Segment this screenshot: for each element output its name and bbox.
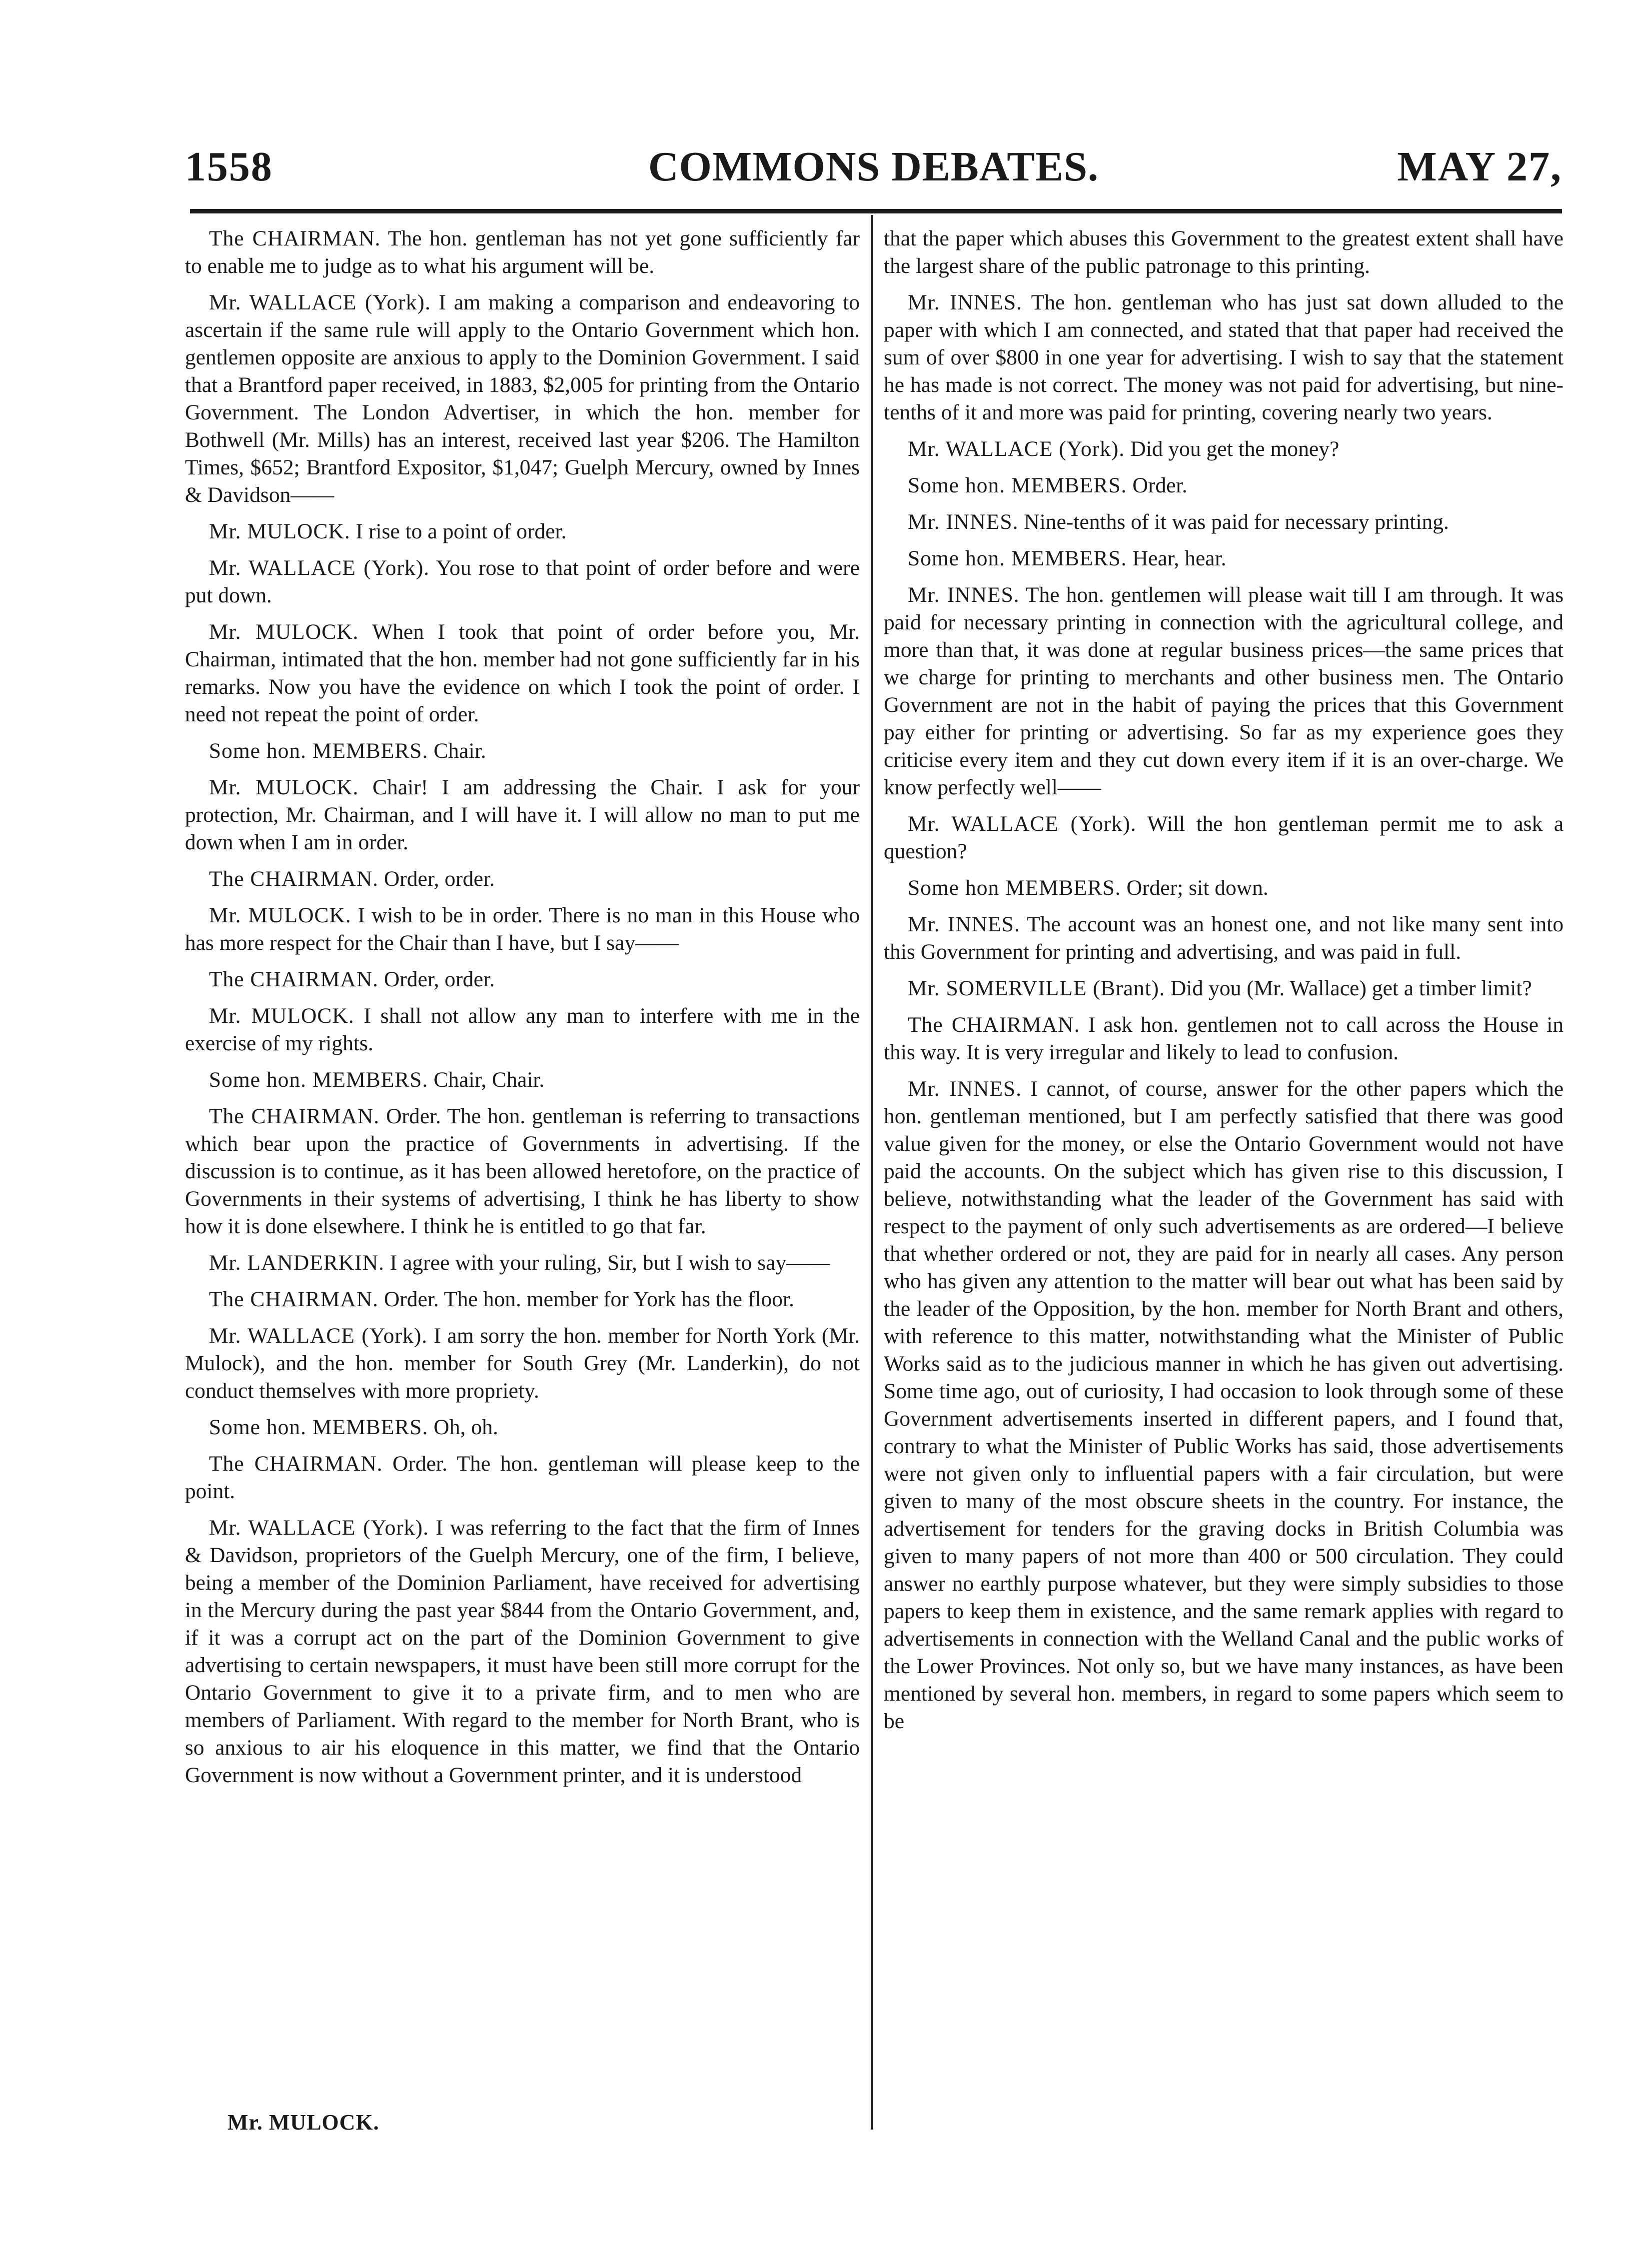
speaker-name: Mr. INNES. (908, 1077, 1022, 1101)
page-date: MAY 27, (1397, 143, 1562, 190)
speaker-name: Mr. SOMERVILLE (Brant). (908, 976, 1165, 1000)
left-column (185, 225, 860, 1798)
speech-text: Did you get the money? (1130, 437, 1340, 461)
speech-text: The hon. gentlemen will please wait till I am through. It was paid for necessary printing in connection with the agricultural college, and more than that, it was done at regular business prices—the same prices that we charge for printing to merchants and other business men. The Ontario Government are not in the habit of paying the prices that this Government pay either for printing or advertising. So far as my experience goes they criticise every item and they cut down every item if it is an over-charge. We know perfectly well—— (884, 583, 1564, 799)
speech-text: Order. (1132, 473, 1188, 497)
speaker-name: Mr. MULOCK. (209, 519, 350, 543)
speaker-name: The CHAIRMAN. (209, 1104, 380, 1128)
speaker-name: The CHAIRMAN. (209, 226, 381, 250)
speech-text: Hear, hear. (1132, 546, 1227, 570)
speech-paragraph (884, 435, 1564, 463)
speech-text: The hon. gentleman who has just sat down alluded to the paper with which I am connected, and stated that that paper had received the sum of over $800 in one year for advertising. I wish to say that the statement he has made is not correct. The money was not paid for advertising, but nine-tenths of it and more was paid for printing, covering nearly two years. (884, 290, 1564, 424)
speaker-name: Mr. MULOCK. (209, 775, 359, 799)
speech-paragraph (185, 1002, 860, 1057)
speech-text: I shall not allow any man to interfere with me in the exercise of my rights. (185, 1004, 860, 1055)
speech-text: I cannot, of course, answer for the other papers which the hon. gentleman mentioned, but I am perfectly satisfied that there was good value given for the money, or else the Ontario Government would not have paid the accounts. On the subject which has given rise to this discussion, I believe, notwithstanding what the leader of the Government has said with respect to the payment of only such advertisements as are ordered—I believe that whether ordered or not, they are paid for in nearly all cases. Any person who has given any attention to the matter will bear out what has been said by the leader of the Opposition, by the hon. member for North Brant and others, with reference to this matter, notwithstanding what the Minister of Public Works said as to the judicious manner in which he has given out advertising. Some time ago, out of curiosity, I had occasion to look through some of these Government advertisements inserted in different papers, and I found that, contrary to what the Minister of Public Works has said, those advertisements were not given only to influential papers with a fair circulation, but were given to many of the most obscure sheets in the country. For instance, the advertisement for tenders for the graving docks in British Columbia was given to many papers of not more than 400 or 500 circulation. They could answer no earthly purpose whatever, but they were simply subsidies to those papers to keep them in existence, and the same remark applies with regard to advertisements in connection with the Welland Canal and the public works of the Lower Provinces. Not only so, but we have many instances, as have been mentioned by several hon. members, in regard to some papers which seem to be (884, 1077, 1564, 1733)
speech-paragraph (185, 1514, 860, 1789)
speech-text: Will the hon gentleman permit me to ask a question? (884, 812, 1564, 863)
speech-paragraph (185, 774, 860, 856)
speech-text: Did you (Mr. Wallace) get a timber limit? (1170, 976, 1532, 1000)
speech-paragraph (185, 966, 860, 993)
speech-text: Oh, oh. (433, 1415, 498, 1439)
speech-paragraph (884, 225, 1564, 280)
speech-paragraph (185, 554, 860, 609)
speech-paragraph (884, 545, 1564, 572)
speech-paragraph (185, 1066, 860, 1094)
speaker-name: Mr. MULOCK. (209, 903, 351, 927)
speech-paragraph (884, 810, 1564, 865)
speaker-name: The CHAIRMAN. (209, 967, 379, 991)
speaker-name: Mr. WALLACE (York). (908, 812, 1137, 836)
speech-text: I wish to be in order. There is no man in this House who has more respect for the Chair than I have, but I say—— (185, 903, 860, 955)
speech-text: The account was an honest one, and not like many sent into this Government for printing and advertising, and was paid in full. (884, 912, 1564, 964)
speech-text: Chair, Chair. (433, 1068, 545, 1092)
speech-paragraph (185, 618, 860, 728)
speaker-name: The CHAIRMAN. (209, 1452, 383, 1476)
speaker-name: The CHAIRMAN. (908, 1013, 1080, 1037)
speech-paragraph (884, 289, 1564, 426)
speaker-name: The CHAIRMAN. (209, 867, 379, 891)
speech-paragraph (185, 225, 860, 280)
speaker-name: Mr. INNES. (908, 583, 1020, 607)
speech-paragraph (185, 289, 860, 509)
page-title: COMMONS DEBATES. (648, 143, 1099, 190)
speech-text: I rise to a point of order. (355, 519, 567, 543)
speech-text: I agree with your ruling, Sir, but I wish to say—— (389, 1251, 830, 1275)
page-number: 1558 (185, 143, 273, 190)
speech-paragraph (185, 902, 860, 957)
speech-text: I am making a comparison and endeavoring to ascertain if the same rule will apply to the Ontario Government which hon. gentlemen opposite are anxious to apply to the Dominion Government. I said that a Brantford paper received, in 1883, $2,005 for printing from the Ontario Government. The London Advertiser, in which the hon. member for Bothwell (Mr. Mills) has an interest, received last year $206. The Hamilton Times, $652; Brantford Expositor, $1,047; Guelph Mercury, owned by Innes & Davidson—— (185, 290, 860, 507)
speech-text: Order. The hon. gentleman is referring to transactions which bear upon the practice of Governments in advertising. If the discussion is to continue, as it has been allowed heretofore, on the practice of Governments in their systems of advertising, I think he has liberty to show how it is done elsewhere. I think he is entitled to go that far. (185, 1104, 860, 1238)
speaker-name: Mr. WALLACE (York). (209, 556, 430, 580)
speaker-name: Some hon MEMBERS. (908, 876, 1121, 900)
speech-text: Order. The hon. gentleman will please keep to the point. (185, 1452, 860, 1503)
speech-text: Order. The hon. member for York has the floor. (384, 1287, 794, 1311)
speech-paragraph (185, 1249, 860, 1277)
speech-paragraph (185, 737, 860, 765)
speech-text: Order, order. (384, 967, 495, 991)
speech-paragraph (884, 472, 1564, 499)
speech-paragraph (884, 911, 1564, 966)
speech-paragraph (884, 1011, 1564, 1066)
catchword: Mr. MULOCK. (227, 2110, 379, 2135)
speech-text: Nine-tenths of it was paid for necessary printing. (1024, 510, 1449, 534)
speech-text: Chair! I am addressing the Chair. I ask for your protection, Mr. Chairman, and I will have it. I will allow no man to put me down when I am in order. (185, 775, 860, 854)
speech-text: I am sorry the hon. member for North York (Mr. Mulock), and the hon. member for South Grey (Mr. Landerkin), do not conduct themselves with more propriety. (185, 1324, 860, 1403)
speaker-name: Mr. INNES. (908, 290, 1023, 314)
speaker-name: Mr. WALLACE (York). (209, 290, 431, 314)
speech-paragraph (884, 874, 1564, 902)
speaker-name: The CHAIRMAN. (209, 1287, 379, 1311)
header-rule (190, 209, 1562, 213)
speaker-name: Mr. MULOCK. (209, 620, 359, 644)
speaker-name: Some hon. MEMBERS. (209, 739, 428, 763)
speaker-name: Mr. MULOCK. (209, 1004, 354, 1028)
column-divider (871, 215, 873, 2130)
speech-text: You rose to that point of order before and were put down. (185, 556, 860, 607)
speech-paragraph (884, 1075, 1564, 1735)
speaker-name: Mr. WALLACE (York). (908, 437, 1125, 461)
page-header (185, 142, 1562, 212)
speech-text: that the paper which abuses this Government to the greatest extent shall have the largest share of the public patronage to this printing. (884, 226, 1564, 278)
speech-paragraph (884, 581, 1564, 801)
speech-text: When I took that point of order before you, Mr. Chairman, intimated that the hon. member had not gone sufficiently far in his remarks. Now you have the evidence on which I took the point of order. I need not repeat the point of order. (185, 620, 860, 726)
speaker-name: Mr. WALLACE (York). (209, 1516, 429, 1540)
speech-paragraph (185, 1322, 860, 1405)
speaker-name: Some hon. MEMBERS. (908, 473, 1127, 497)
speaker-name: Mr. INNES. (908, 510, 1019, 534)
speech-paragraph (185, 518, 860, 545)
speaker-name: Some hon. MEMBERS. (908, 546, 1127, 570)
speech-paragraph (185, 1450, 860, 1505)
speaker-name: Mr. LANDERKIN. (209, 1251, 385, 1275)
speaker-name: Some hon. MEMBERS. (209, 1068, 428, 1092)
speech-text: I ask hon. gentlemen not to call across the House in this way. It is very irregular and likely to lead to confusion. (884, 1013, 1564, 1064)
speech-text: Chair. (433, 739, 486, 763)
speech-paragraph (884, 508, 1564, 536)
speech-text: I was referring to the fact that the firm of Innes & Davidson, proprietors of the Guelph Mercury, one of the firm, I believe, being a member of the Dominion Parliament, have received for advertising in the Mercury during the past year $844 from the Ontario Government, and, if it was a corrupt act on the part of the Dominion Government to give advertising to certain newspapers, it must have been still more corrupt for the Ontario Government to give it to a private firm, and to men who are members of Parliament. With regard to the member for North Brant, who is so anxious to air his eloquence in this matter, we find that the Ontario Government is now without a Government printer, and it is understood (185, 1516, 860, 1787)
speech-paragraph (185, 1286, 860, 1313)
speech-text: Order; sit down. (1126, 876, 1269, 900)
speech-paragraph (884, 975, 1564, 1002)
speech-paragraph (185, 865, 860, 893)
speech-paragraph (185, 1414, 860, 1441)
speech-paragraph (185, 1103, 860, 1240)
speaker-name: Mr. INNES. (908, 912, 1020, 936)
speaker-name: Some hon. MEMBERS. (209, 1415, 428, 1439)
right-column (884, 225, 1564, 1744)
speech-text: Order, order. (384, 867, 495, 891)
speaker-name: Mr. WALLACE (York). (209, 1324, 428, 1348)
speech-text: The hon. gentleman has not yet gone sufficiently far to enable me to judge as to what his argument will be. (185, 226, 860, 278)
